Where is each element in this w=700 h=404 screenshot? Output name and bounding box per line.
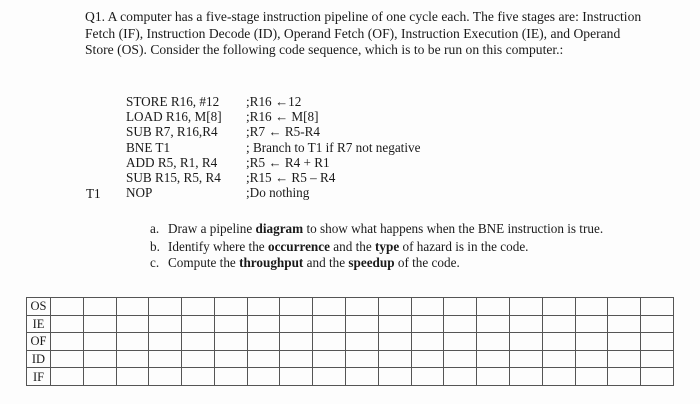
pipeline-cell — [214, 333, 247, 351]
pipeline-grid — [26, 297, 674, 386]
pipeline-cell — [247, 298, 280, 316]
pipeline-cell — [378, 298, 411, 316]
pipeline-cell — [444, 368, 477, 386]
pipeline-cell — [608, 350, 641, 368]
question-text — [85, 9, 645, 59]
code-comment: ;R7 ← R5-R4 — [246, 124, 321, 140]
pipeline-cell — [378, 350, 411, 368]
pipeline-cell — [641, 333, 674, 351]
code-instruction: SUB R7, R16,R4 — [126, 124, 218, 140]
task-keyword: type — [375, 239, 400, 255]
pipeline-cell — [346, 333, 379, 351]
task-keyword: speedup — [348, 254, 395, 270]
code-instruction: NOP — [126, 185, 153, 201]
task-text: of the code. — [394, 254, 460, 270]
pipeline-row-if — [27, 368, 674, 386]
pipeline-cell — [280, 298, 313, 316]
pipeline-cell — [313, 298, 346, 316]
pipeline-cell — [83, 350, 116, 368]
pipeline-cell — [509, 298, 542, 316]
question-number: Q1. — [85, 9, 106, 24]
pipeline-cell — [509, 315, 542, 333]
pipeline-cell — [542, 368, 575, 386]
pipeline-cell — [214, 350, 247, 368]
pipeline-cell — [83, 298, 116, 316]
pipeline-row-ie — [27, 315, 674, 333]
pipeline-cell — [214, 298, 247, 316]
pipeline-row-id — [27, 350, 674, 368]
task-text: to show what happens when the BNE instruction is true. — [303, 221, 604, 236]
pipeline-cell — [542, 298, 575, 316]
pipeline-cell — [247, 350, 280, 368]
task-text: Draw a pipeline — [168, 221, 256, 236]
pipeline-cell — [182, 315, 215, 333]
pipeline-cell — [149, 368, 182, 386]
pipeline-cell — [411, 368, 444, 386]
branch-label: T1 — [86, 186, 101, 201]
pipeline-cell — [477, 333, 510, 351]
code-comment: ;Do nothing — [246, 185, 310, 201]
stage-label: ID — [27, 350, 51, 368]
task-text: Identify where the — [168, 239, 268, 255]
task-text: of hazard is in the code. — [399, 239, 529, 255]
pipeline-cell — [116, 333, 149, 351]
pipeline-cell — [280, 350, 313, 368]
pipeline-cell — [280, 368, 313, 386]
pipeline-cell — [247, 368, 280, 386]
task-marker: a. — [150, 221, 160, 236]
pipeline-cell — [608, 368, 641, 386]
pipeline-cell — [346, 315, 379, 333]
pipeline-cell — [477, 350, 510, 368]
task-text: Compute the — [168, 254, 240, 270]
pipeline-cell — [51, 298, 84, 316]
code-instruction: LOAD R16, M[8] — [126, 109, 222, 125]
code-comment: ;R5 ← R4 + R1 — [246, 154, 330, 170]
pipeline-cell — [280, 315, 313, 333]
pipeline-cell — [51, 333, 84, 351]
pipeline-cell — [542, 350, 575, 368]
pipeline-row-os — [27, 298, 674, 316]
pipeline-cell — [575, 333, 608, 351]
pipeline-cell — [247, 333, 280, 351]
pipeline-cell — [411, 298, 444, 316]
stage-label: OF — [27, 333, 51, 351]
task-keyword: diagram — [255, 221, 304, 236]
pipeline-cell — [149, 350, 182, 368]
pipeline-cell — [346, 298, 379, 316]
pipeline-cell — [280, 333, 313, 351]
pipeline-cell — [641, 315, 674, 333]
pipeline-cell — [83, 315, 116, 333]
pipeline-cell — [378, 368, 411, 386]
pipeline-cell — [378, 333, 411, 351]
pipeline-cell — [149, 333, 182, 351]
stage-label: OS — [27, 298, 51, 316]
pipeline-cell — [575, 350, 608, 368]
pipeline-cell — [116, 315, 149, 333]
pipeline-cell — [444, 315, 477, 333]
pipeline-cell — [116, 298, 149, 316]
code-instruction: BNE T1 — [126, 139, 171, 155]
pipeline-cell — [411, 333, 444, 351]
task-marker: b. — [150, 239, 160, 255]
pipeline-cell — [149, 315, 182, 333]
code-comment: ;R16 ← M[8] — [246, 109, 319, 125]
pipeline-cell — [378, 315, 411, 333]
task-c — [150, 255, 620, 270]
pipeline-cell — [444, 298, 477, 316]
pipeline-cell — [182, 298, 215, 316]
pipeline-cell — [51, 315, 84, 333]
pipeline-cell — [509, 333, 542, 351]
pipeline-cell — [411, 350, 444, 368]
pipeline-cell — [608, 298, 641, 316]
pipeline-cell — [116, 368, 149, 386]
stage-label: IF — [27, 368, 51, 386]
pipeline-cell — [182, 350, 215, 368]
pipeline-cell — [411, 315, 444, 333]
pipeline-cell — [83, 368, 116, 386]
pipeline-cell — [444, 350, 477, 368]
pipeline-cell — [608, 315, 641, 333]
pipeline-cell — [509, 368, 542, 386]
stage-label: IE — [27, 315, 51, 333]
pipeline-cell — [247, 315, 280, 333]
pipeline-cell — [51, 350, 84, 368]
pipeline-cell — [149, 298, 182, 316]
task-text: and the — [329, 239, 376, 255]
code-comment: ;R15 ← R5 – R4 — [246, 169, 336, 185]
question-body: A computer has a five-stage instruction pipeline of one cycle each. The five stages are: Instruction Fetch (IF), Instruction Decode (ID), Operand Fetch (OF), Instruction Execution (IE), and Operand Store (OS). Consider the following code sequence, which is to be run on this computer.: — [85, 9, 642, 57]
task-marker: c. — [150, 254, 160, 270]
pipeline-cell — [477, 315, 510, 333]
pipeline-cell — [346, 350, 379, 368]
task-keyword: throughput — [239, 254, 304, 270]
pipeline-cell — [575, 298, 608, 316]
pipeline-cell — [214, 368, 247, 386]
pipeline-cell — [608, 333, 641, 351]
task-b — [150, 239, 620, 254]
task-a — [150, 221, 620, 236]
pipeline-cell — [182, 368, 215, 386]
task-keyword: occurrence — [267, 239, 330, 255]
pipeline-cell — [313, 315, 346, 333]
code-instruction: SUB R15, R5, R4 — [126, 169, 221, 185]
code-instruction: STORE R16, #12 — [126, 94, 220, 109]
pipeline-row-of — [27, 333, 674, 351]
pipeline-cell — [542, 333, 575, 351]
code-comment: ; Branch to T1 if R7 not negative — [246, 139, 421, 155]
pipeline-cell — [116, 350, 149, 368]
pipeline-cell — [182, 333, 215, 351]
pipeline-cell — [641, 350, 674, 368]
pipeline-cell — [509, 350, 542, 368]
pipeline-cell — [346, 368, 379, 386]
code-comment: ;R16 ←12 — [246, 94, 302, 109]
code-instruction: ADD R5, R1, R4 — [126, 154, 218, 170]
pipeline-cell — [641, 368, 674, 386]
pipeline-cell — [83, 333, 116, 351]
pipeline-cell — [313, 333, 346, 351]
pipeline-cell — [575, 368, 608, 386]
pipeline-cell — [313, 368, 346, 386]
task-list — [150, 221, 620, 270]
pipeline-cell — [313, 350, 346, 368]
pipeline-cell — [51, 368, 84, 386]
pipeline-cell — [214, 315, 247, 333]
pipeline-cell — [444, 333, 477, 351]
pipeline-cell — [575, 315, 608, 333]
pipeline-cell — [477, 368, 510, 386]
pipeline-cell — [641, 298, 674, 316]
pipeline-cell — [477, 298, 510, 316]
task-text: and the — [303, 254, 349, 270]
pipeline-cell — [542, 315, 575, 333]
